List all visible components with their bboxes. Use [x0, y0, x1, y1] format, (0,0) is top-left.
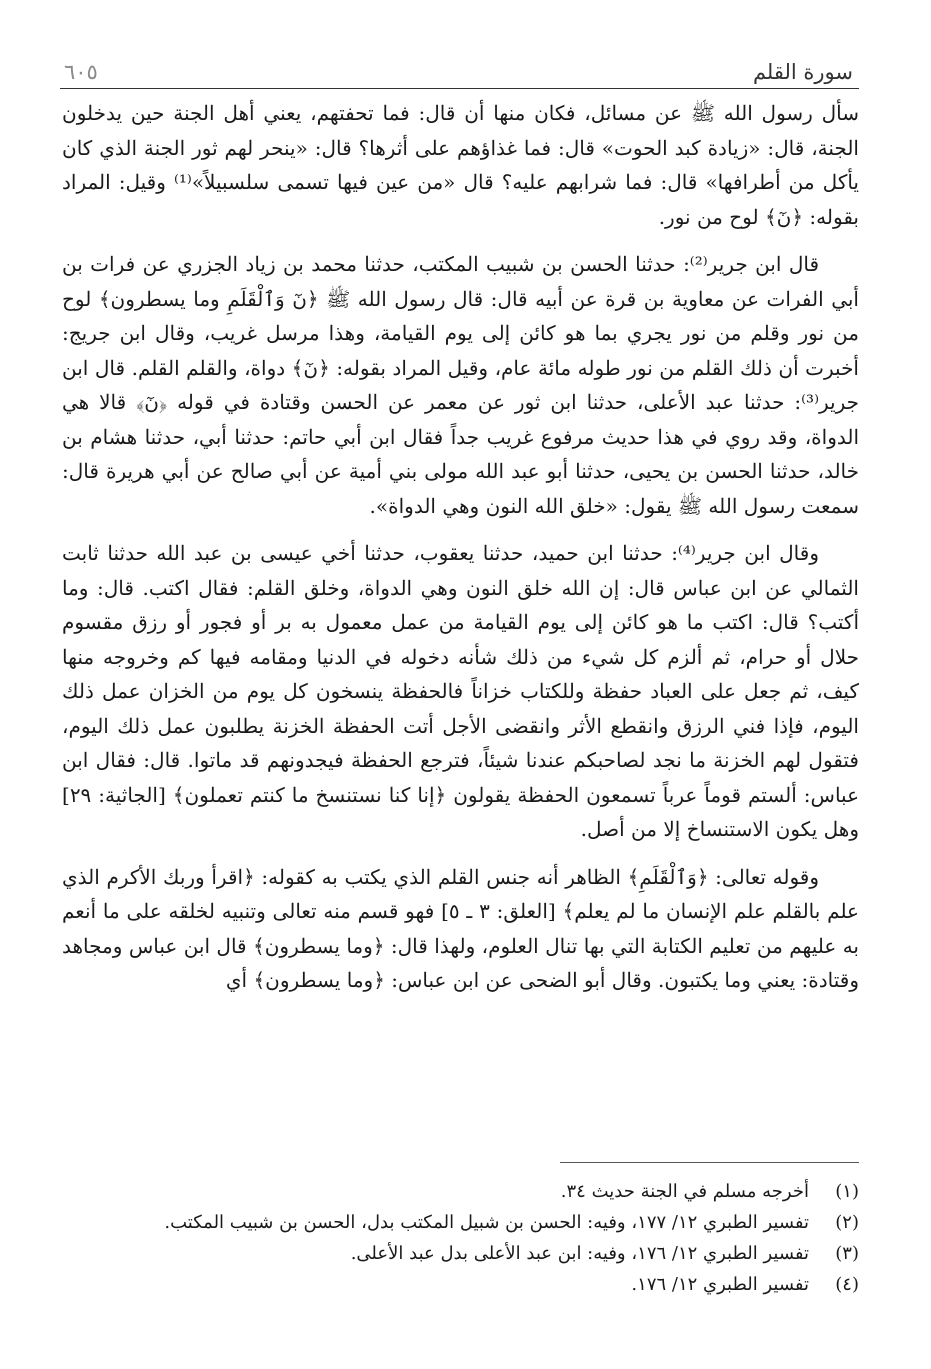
footnote-number: (١): [835, 1181, 859, 1202]
footnote-3: [62, 1238, 859, 1269]
footnote-separator: [560, 1162, 859, 1163]
footnote-number: (٣): [835, 1243, 859, 1264]
paragraph-1: سأل رسول الله ﷺ عن مسائل، فكان منها أن قال: فما تحفتهم، يعني أهل الجنة حين يدخلون الجنة، قال: «زيادة كبد الحوت» قال: فما غذاؤهم على أثرها؟ قال: «ينحر لهم ثور الجنة الذي كان يأكل من أطرافها» قال: فما شرابهم عليه؟ قال «من عين فيها تسمى سلسبيلاً»⁽¹⁾ وقيل: المراد بقوله: ﴿نٓ﴾ لوح من نور.: [62, 101, 859, 229]
main-text: [62, 96, 859, 998]
footnote-text: تفسير الطبري ١٢/ ١٧٧، وفيه: الحسن بن شبيل المكتب بدل، الحسن بن شبيب المكتب.: [164, 1212, 809, 1233]
footnote-text: تفسير الطبري ١٢/ ١٧٦، وفيه: ابن عبد الأعلى بدل عبد الأعلى.: [350, 1243, 809, 1264]
footnote-text: تفسير الطبري ١٢/ ١٧٦.: [631, 1274, 809, 1295]
paragraph-3: وقال ابن جرير⁽⁴⁾: حدثنا ابن حميد، حدثنا يعقوب، حدثنا أخي عيسى بن عبد الله حدثنا ثابت الثمالي عن ابن عباس قال: إن الله خلق النون وهي الدواة، وخلق القلم: فقال اكتب. قال: وما أكتب؟ قال: اكتب ما هو كائن إلى يوم القيامة من عمل معمول به بر أو فجور أو رزق مقسوم حلال أو حرام، ثم ألزم كل شيء من ذلك شأنه دخوله في الدنيا ومقامه فيها كم وخروجه منها كيف، ثم جعل على العباد حفظة وللكتاب خزاناً فالحفظة ينسخون كل يوم من الخزان عمل ذلك اليوم، فإذا فني الرزق وانقطع الأثر وانقضى الأجل أتت الحفظة الخزنة يطلبون عمل ذلك اليوم، فتقول لهم الخزنة ما نجد لصاحبكم عندنا شيئاً، فترجع الحفظة فيجدونهم قد ماتوا. قال: فقال ابن عباس: ألستم قوماً عرباً تسمعون الحفظة يقولون ﴿إنا كنا نستنسخ ما كنتم تعملون﴾ [الجاثية: ٢٩] وهل يكون الاستنساخ إلا من أصل.: [62, 541, 859, 841]
paragraph-4: وقوله تعالى: ﴿وَٱلْقَلَمِ﴾ الظاهر أنه جنس القلم الذي يكتب به كقوله: ﴿اقرأ وربك الأكرم الذي علم بالقلم علم الإنسان ما لم يعلم﴾ [العلق: ٣ ـ ٥] فهو قسم منه تعالى وتنبيه لخلقه على ما أنعم به عليهم من تعليم الكتابة التي بها تنال العلوم، ولهذا قال: ﴿وما يسطرون﴾ قال ابن عباس ومجاهد وقتادة: يعني وما يكتبون. وقال أبو الضحى عن ابن عباس: ﴿وما يسطرون﴾ أي: [62, 864, 859, 992]
footnotes: [62, 1176, 859, 1300]
surah-title: سورة القلم: [752, 60, 853, 84]
footnote-text: أخرجه مسلم في الجنة حديث ٣٤.: [560, 1181, 809, 1202]
footnote-number: (٢): [835, 1212, 859, 1233]
footnote-1: [62, 1176, 859, 1207]
footnote-number: (٤): [835, 1274, 859, 1295]
paragraph-2: قال ابن جرير⁽²⁾: حدثنا الحسن بن شبيب المكتب، حدثنا محمد بن زياد الجزري عن فرات بن أبي الفرات عن معاوية بن قرة عن أبيه قال: قال رسول الله ﷺ ﴿نٓ وَٱلْقَلَمِ وما يسطرون﴾ لوح من نور وقلم من نور يجري بما هو كائن إلى يوم القيامة، وهذا مرسل غريب، وقال ابن جريج: أخبرت أن ذلك القلم من نور طوله مائة عام، وقيل المراد بقوله: ﴿نٓ﴾ دواة، والقلم القلم. قال ابن جرير⁽³⁾: حدثنا عبد الأعلى، حدثنا ابن ثور عن معمر عن الحسن وقتادة في قوله ﴿نٓ﴾ قالا هي الدواة، وقد روي في هذا حديث مرفوع غريب جداً فقال ابن أبي حاتم: حدثنا أبي، حدثنا هشام بن خالد، حدثنا الحسن بن يحيى، حدثنا أبو عبد الله مولى بني أمية عن أبي صالح عن أبي هريرة قال: سمعت رسول الله ﷺ يقول: «خلق الله النون وهي الدواة».: [62, 252, 859, 518]
footnote-4: [62, 1269, 859, 1300]
footnote-2: [62, 1207, 859, 1238]
page-header: [60, 52, 859, 89]
page-number: ٦٠٥: [64, 60, 98, 84]
